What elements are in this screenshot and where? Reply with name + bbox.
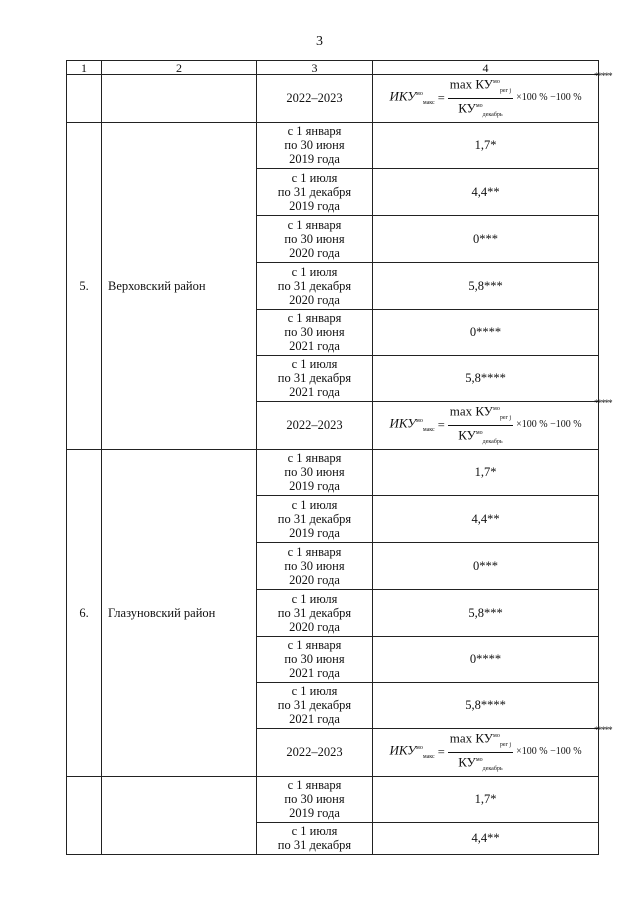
period-cell: с 1 января по 30 июня 2021 года — [257, 636, 373, 682]
formula — [389, 724, 612, 776]
period-cell: с 1 июля по 31 декабря — [257, 822, 373, 854]
formula-equals: = — [437, 418, 445, 433]
district-name: Глазуновский район — [102, 449, 257, 776]
formula-footnote-marker: ***** — [594, 397, 612, 408]
period-cell: 2022–2023 — [257, 75, 373, 123]
district-name: Верховский район — [102, 122, 257, 449]
value-cell: 0**** — [373, 636, 599, 682]
formula-fraction: $\frac{\max КУ^{мо}_{рег j}}{КУ^{мо}_{декабрь}}$ — [449, 76, 512, 118]
formula-lhs: $ИКУ^{мо}_{макс}$ — [389, 415, 435, 433]
period-cell: 2022–2023 — [257, 728, 373, 776]
formula-cell — [373, 724, 612, 776]
formula-equals: = — [437, 745, 445, 760]
formula-cell — [373, 71, 612, 123]
page-number: 3 — [316, 34, 323, 49]
value-cell: 5,8*** — [373, 589, 599, 636]
value-cell: 1,7* — [373, 122, 599, 168]
formula-footnote-marker: ***** — [594, 724, 612, 735]
period-cell: 2022–2023 — [257, 401, 373, 449]
formula-equals: = — [437, 91, 445, 106]
value-cell: 4,4** — [373, 495, 599, 542]
value-cell: 1,7* — [373, 449, 599, 495]
header-col-4: 4 — [373, 61, 599, 75]
period-cell: с 1 января по 30 июня 2020 года — [257, 215, 373, 262]
period-cell: с 1 июля по 31 декабря 2019 года — [257, 495, 373, 542]
value-cell: 1,7* — [373, 776, 599, 822]
period-cell: с 1 января по 30 июня 2019 года — [257, 449, 373, 495]
formula-fraction: $\frac{\max КУ^{мо}_{рег j}}{КУ^{мо}_{декабрь}}$ — [449, 403, 512, 445]
table-row — [67, 122, 599, 168]
header-col-1: 1 — [67, 61, 102, 75]
period-cell: с 1 января по 30 июня 2019 года — [257, 776, 373, 822]
table-row — [67, 776, 599, 822]
header-col-3: 3 — [257, 61, 373, 75]
formula-fraction: $\frac{\max КУ^{мо}_{рег j}}{КУ^{мо}_{декабрь}}$ — [449, 730, 512, 772]
district-coefficients-table — [66, 60, 612, 855]
value-cell: 0*** — [373, 215, 599, 262]
value-cell: 4,4** — [373, 822, 599, 854]
table-header-row — [67, 61, 599, 75]
formula-tail: ×100 % −100 % — [516, 419, 582, 431]
value-cell: 0*** — [373, 542, 599, 589]
period-cell: с 1 января по 30 июня 2019 года — [257, 122, 373, 168]
period-cell: с 1 июля по 31 декабря 2021 года — [257, 355, 373, 401]
district-number: 6. — [67, 449, 102, 776]
table-row — [67, 75, 599, 123]
formula-footnote-marker: ***** — [594, 71, 612, 81]
period-cell: с 1 января по 30 июня 2020 года — [257, 542, 373, 589]
period-cell: с 1 июля по 31 декабря 2020 года — [257, 262, 373, 309]
formula-lhs: $ИКУ^{мо}_{макс}$ — [389, 741, 435, 760]
formula — [389, 71, 612, 122]
value-cell: 5,8**** — [373, 682, 599, 728]
period-cell: с 1 июля по 31 декабря 2019 года — [257, 168, 373, 215]
table-row — [67, 449, 599, 495]
period-cell: с 1 января по 30 июня 2021 года — [257, 309, 373, 355]
formula-tail: ×100 % −100 % — [516, 746, 582, 758]
district-number: 5. — [67, 122, 102, 449]
formula-cell — [373, 397, 612, 449]
period-cell: с 1 июля по 31 декабря 2020 года — [257, 589, 373, 636]
period-cell: с 1 июля по 31 декабря 2021 года — [257, 682, 373, 728]
formula-lhs: $ИКУ^{мо}_{макс}$ — [389, 88, 435, 106]
value-cell: 5,8**** — [373, 355, 599, 401]
value-cell: 0**** — [373, 309, 599, 355]
formula-tail: ×100 % −100 % — [516, 92, 582, 104]
formula — [389, 397, 612, 449]
value-cell: 5,8*** — [373, 262, 599, 309]
header-col-2: 2 — [102, 61, 257, 75]
value-cell: 4,4** — [373, 168, 599, 215]
